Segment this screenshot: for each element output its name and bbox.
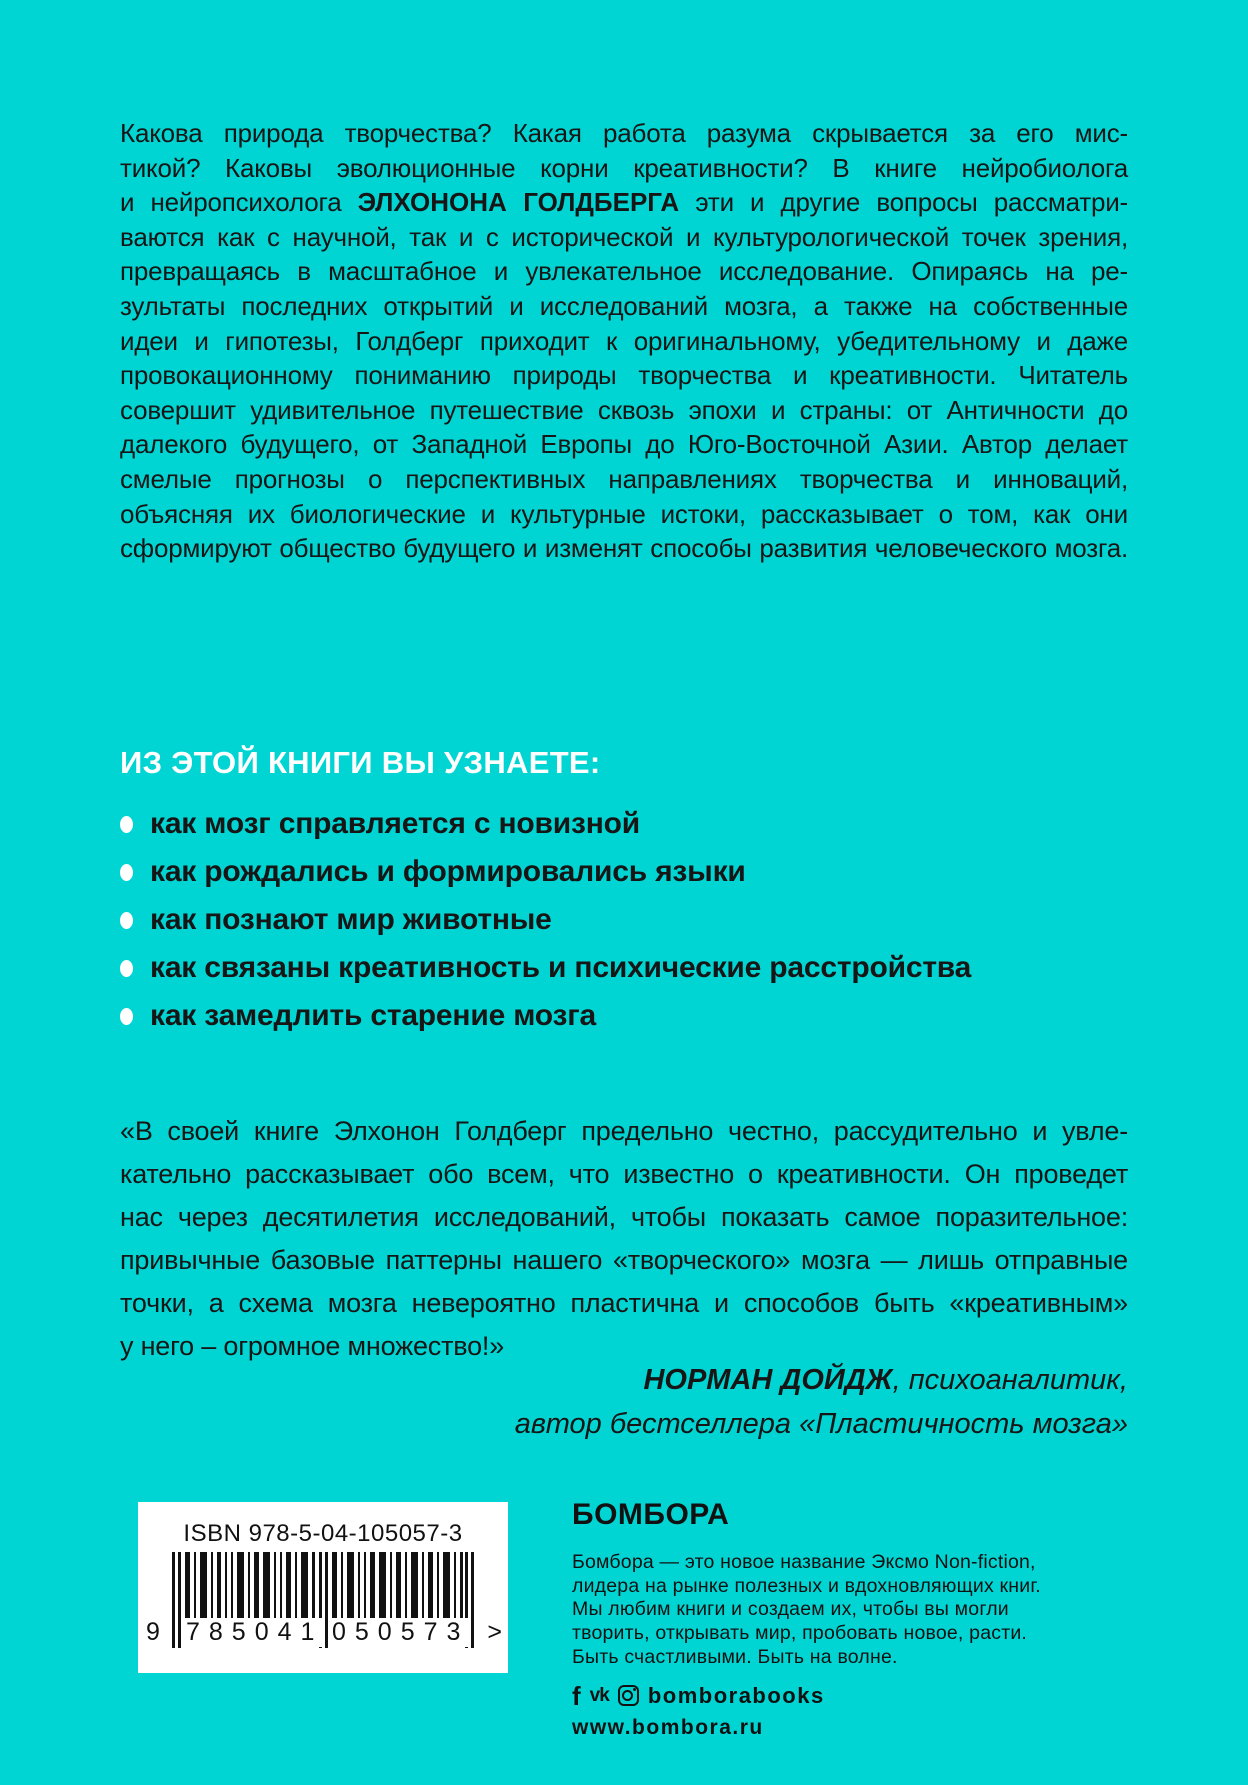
social-row: [572, 1680, 1112, 1711]
barcode-panel: [138, 1502, 508, 1673]
publisher-description: [572, 1551, 1112, 1670]
attribution-role: , психоаналитик,: [892, 1364, 1128, 1396]
barcode-digit-group: 785041: [186, 1618, 324, 1646]
quote-line: точки, а схема мозга невероятно пластична и способов быть «креативным»: [120, 1288, 1128, 1318]
quote-line: «В своей книге Элхонон Голдберг предельно честно, рассудительно и увле-: [120, 1116, 1128, 1146]
publisher-name: БОМБОРА: [572, 1498, 730, 1531]
learn-item: [120, 944, 971, 992]
bullet-icon: [120, 960, 133, 977]
publisher-description-line: лидера на рынке полезных и вдохновляющих книг.: [572, 1574, 1041, 1597]
attribution-book: автор бестселлера «Пластичность мозга»: [514, 1408, 1128, 1440]
learn-item: [120, 992, 971, 1040]
intro-line: Какова природа творчества? Какая работа разума скрывается за его мис-: [120, 118, 1128, 148]
learn-item: [120, 848, 971, 896]
bullet-icon: [120, 864, 133, 881]
learn-item: [120, 896, 971, 944]
attribution: [120, 1358, 1128, 1446]
vk-icon: vk: [589, 1684, 609, 1706]
publisher-description-line: Бомбора — это новое название Эксмо Non-fiction,: [572, 1551, 1036, 1573]
bullet-icon: [120, 816, 133, 833]
attribution-line: [120, 1358, 1128, 1402]
publisher-description-line: творить, открывать мир, пробовать новое, расти.: [572, 1622, 1028, 1645]
bullet-icon: [120, 912, 133, 929]
facebook-icon: f: [572, 1680, 581, 1711]
intro-paragraph: [120, 116, 1128, 566]
intro-line: зультаты последних открытий и исследований мозга, а также на собственные: [120, 290, 1128, 321]
instagram-icon: [618, 1685, 639, 1706]
learn-heading: ИЗ ЭТОЙ КНИГИ ВЫ УЗНАЕТЕ:: [120, 745, 601, 780]
isbn-text: ISBN 978-5-04-105057-3: [183, 1520, 463, 1547]
website-url: www.bombora.ru: [572, 1715, 764, 1739]
attribution-name: НОРМАН ДОЙДЖ: [643, 1364, 893, 1396]
intro-line: совершит удивительное путешествие сквозь эпохи и страны: от Античности до: [120, 394, 1128, 425]
intro-line: превращаясь в масштабное и увлекательное исследование. Опираясь на ре-: [120, 256, 1128, 287]
intro-line: провокационному пониманию природы творчества и креативности. Читатель: [120, 360, 1128, 391]
quote-line: кательно рассказывает обо всем, что известно о креативности. Он проведет: [120, 1159, 1128, 1189]
barcode-digits: [146, 1616, 502, 1646]
intro-line: объясняя их биологические и культурные истоки, рассказывает о том, как они: [120, 498, 1128, 529]
learn-item: [120, 800, 971, 848]
publisher-description-line: Быть счастливыми. Быть на волне.: [572, 1645, 898, 1668]
author-name-bold: ЭЛХОНОНА ГОЛДБЕРГА: [357, 187, 680, 218]
learn-item-label: как связаны креативность и психические расстройства: [150, 951, 972, 984]
quote-line: привычные базовые паттерны нашего «творческого» мозга — лишь отправные: [120, 1245, 1128, 1275]
intro-line: далекого будущего, от Западной Европы до Юго-Восточной Азии. Автор делает: [120, 429, 1128, 460]
quote-line: у него – огромное множество!»: [120, 1331, 505, 1361]
learn-item-label: как мозг справляется с новизной: [150, 807, 641, 840]
publisher-block: [572, 1498, 1112, 1740]
intro-line: тикой? Каковы эволюционные корни креативности? В книге нейробиолога: [120, 152, 1128, 183]
intro-line: идеи и гипотезы, Голдберг приходит к оригинальному, убедительному и даже: [120, 325, 1128, 356]
bullet-icon: [120, 1008, 133, 1025]
intro-line: [120, 185, 1128, 220]
publisher-description-line: Мы любим книги и создаем их, чтобы вы могли: [572, 1598, 1009, 1621]
intro-line: смелые прогнозы о перспективных направлениях творчества и инноваций,: [120, 463, 1128, 494]
barcode-digit-group: 050573: [332, 1618, 470, 1646]
intro-line-pre: и нейропсихолога: [120, 187, 358, 218]
barcode-bars: [146, 1552, 502, 1650]
learn-item-label: как познают мир животные: [150, 903, 552, 936]
barcode-arrow: >: [487, 1618, 502, 1646]
learn-item-label: как рождались и формировались языки: [150, 855, 746, 888]
intro-line: ваются как с научной, так и с исторической и культурологической точек зрения,: [120, 221, 1128, 252]
social-handle: bomborabooks: [647, 1682, 825, 1708]
quote-paragraph: [120, 1110, 1128, 1368]
quote-line: нас через десятилетия исследований, чтобы показать самое поразительное:: [120, 1202, 1128, 1232]
barcode-digit-lead: 9: [146, 1618, 160, 1646]
intro-line-post: эти и другие вопросы рассматри-: [679, 187, 1129, 218]
intro-line: сформируют общество будущего и изменят способы развития человеческого мозга.: [120, 533, 1128, 564]
learn-list: [120, 800, 971, 1040]
learn-item-label: как замедлить старение мозга: [150, 999, 597, 1032]
